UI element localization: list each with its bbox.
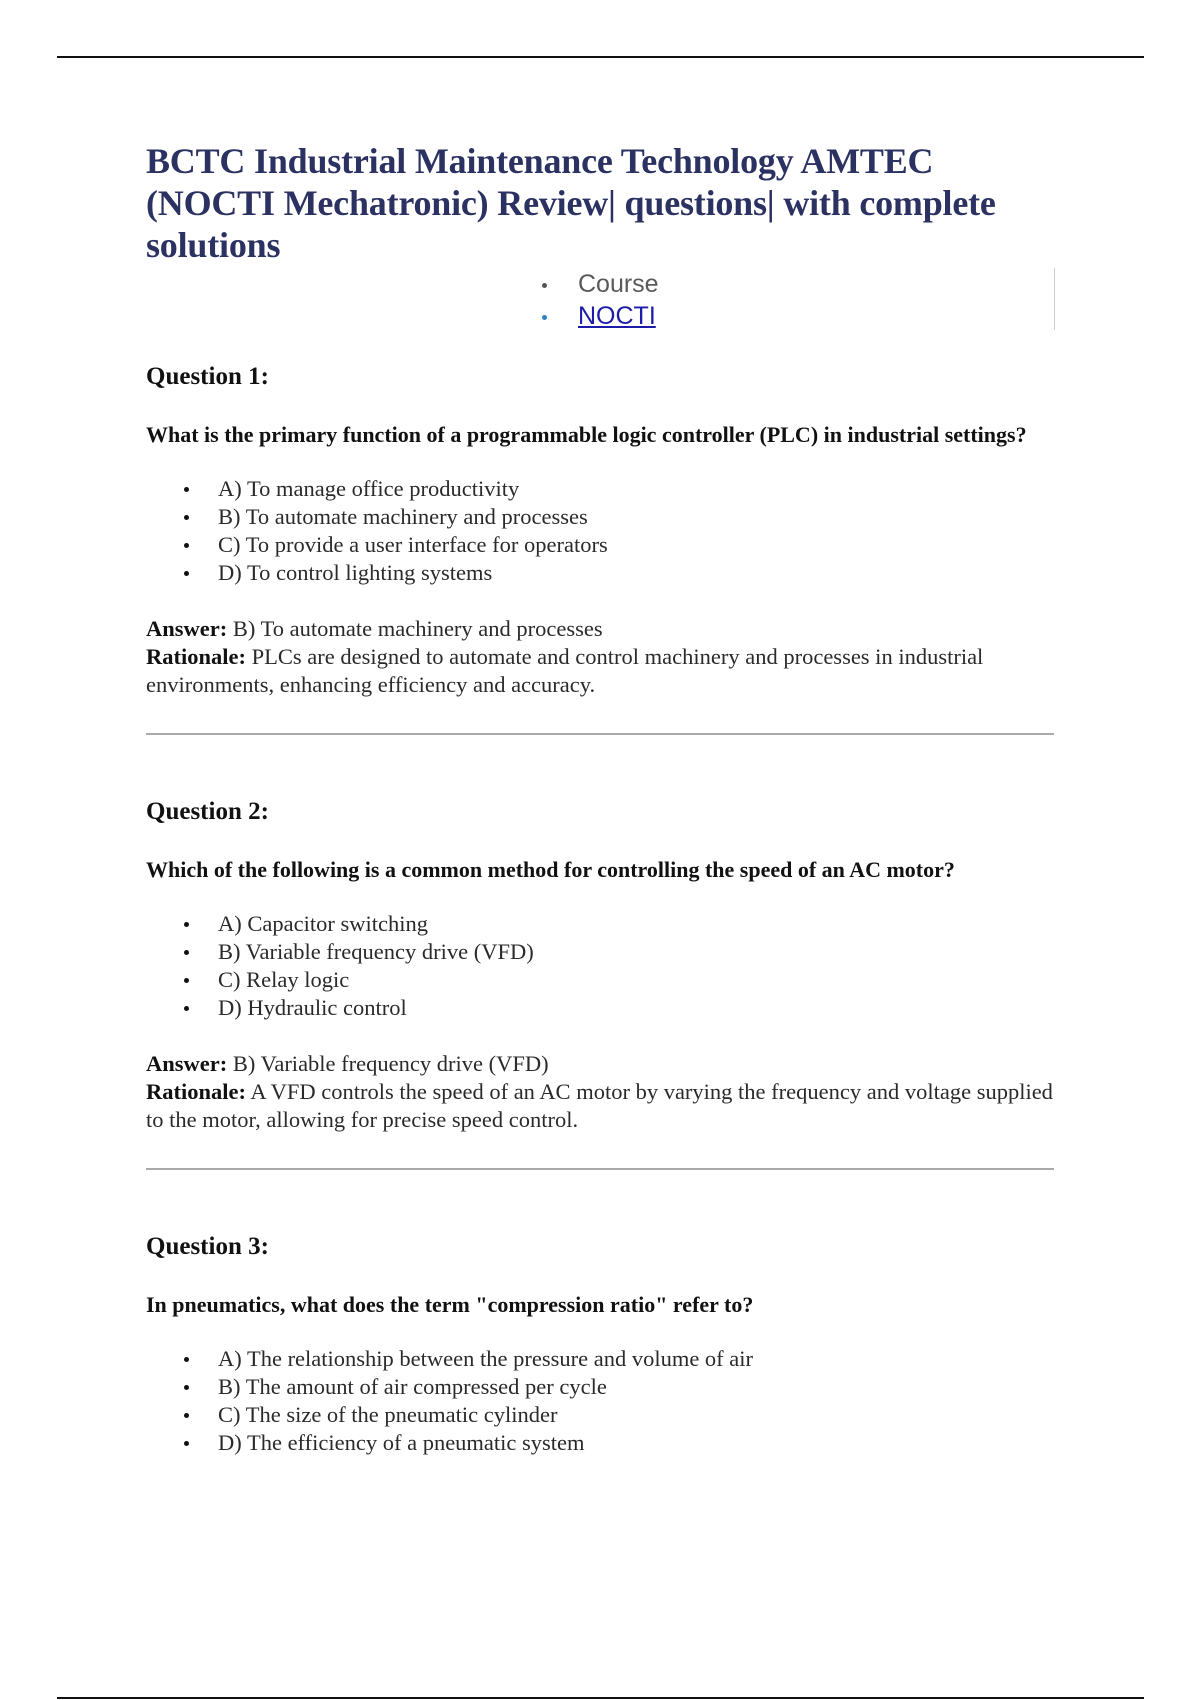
option-item: A) Capacitor switching — [146, 910, 1056, 938]
rationale-label: Rationale: — [146, 1079, 246, 1104]
option-item: D) The efficiency of a pneumatic system — [146, 1429, 1056, 1457]
course-meta-item-link — [540, 300, 659, 332]
answer-line — [146, 615, 1056, 643]
question-separator — [146, 1168, 1054, 1170]
rationale-text: A VFD controls the speed of an AC motor by varying the frequency and voltage supplied to the motor, allowing for precise speed control. — [146, 1079, 1053, 1132]
rationale-label: Rationale: — [146, 644, 246, 669]
option-list — [146, 475, 1056, 587]
option-item: B) Variable frequency drive (VFD) — [146, 938, 1056, 966]
course-meta — [146, 268, 1056, 336]
option-list — [146, 910, 1056, 1022]
question-1 — [146, 362, 1056, 735]
answer-text: B) Variable frequency drive (VFD) — [227, 1051, 549, 1076]
rationale-line — [146, 1078, 1056, 1134]
question-2 — [146, 797, 1056, 1170]
question-heading: Question 3: — [146, 1233, 269, 1260]
option-item: A) To manage office productivity — [146, 475, 1056, 503]
course-label: Course — [578, 270, 659, 298]
answer-block — [146, 615, 1056, 699]
option-item: C) Relay logic — [146, 966, 1056, 994]
answer-label: Answer: — [146, 616, 228, 641]
option-item: C) The size of the pneumatic cylinder — [146, 1401, 1056, 1429]
page-top-rule — [57, 56, 1144, 58]
answer-text: B) To automate machinery and processes — [227, 616, 603, 641]
question-3 — [146, 1232, 1056, 1457]
option-item: D) Hydraulic control — [146, 994, 1056, 1022]
document-content — [146, 140, 1056, 1457]
answer-label: Answer: — [146, 1051, 228, 1076]
question-heading: Question 2: — [146, 798, 269, 825]
question-text: In pneumatics, what does the term "compression ratio" refer to? — [146, 1292, 754, 1317]
course-meta-item-label — [540, 268, 659, 300]
rationale-text: PLCs are designed to automate and control machinery and processes in industrial environments, enhancing efficiency and accuracy. — [146, 644, 984, 697]
option-item: A) The relationship between the pressure and volume of air — [146, 1345, 1056, 1373]
option-list — [146, 1345, 1056, 1457]
course-meta-list — [540, 268, 659, 332]
option-item: D) To control lighting systems — [146, 559, 1056, 587]
answer-line — [146, 1050, 1056, 1078]
page-bottom-rule — [57, 1697, 1144, 1699]
option-item: B) To automate machinery and processes — [146, 503, 1056, 531]
course-link-nocti[interactable]: NOCTI — [578, 302, 656, 330]
answer-block — [146, 1050, 1056, 1134]
question-text: What is the primary function of a programmable logic controller (PLC) in industrial settings? — [146, 422, 1027, 447]
question-heading: Question 1: — [146, 363, 269, 390]
question-separator — [146, 733, 1054, 735]
question-text: Which of the following is a common method for controlling the speed of an AC motor? — [146, 857, 955, 882]
option-item: C) To provide a user interface for operators — [146, 531, 1056, 559]
option-item: B) The amount of air compressed per cycle — [146, 1373, 1056, 1401]
meta-divider — [1054, 268, 1055, 330]
document-title: BCTC Industrial Maintenance Technology AMTEC (NOCTI Mechatronic) Review| questions| with complete solutions — [146, 141, 996, 265]
rationale-line — [146, 643, 1056, 699]
